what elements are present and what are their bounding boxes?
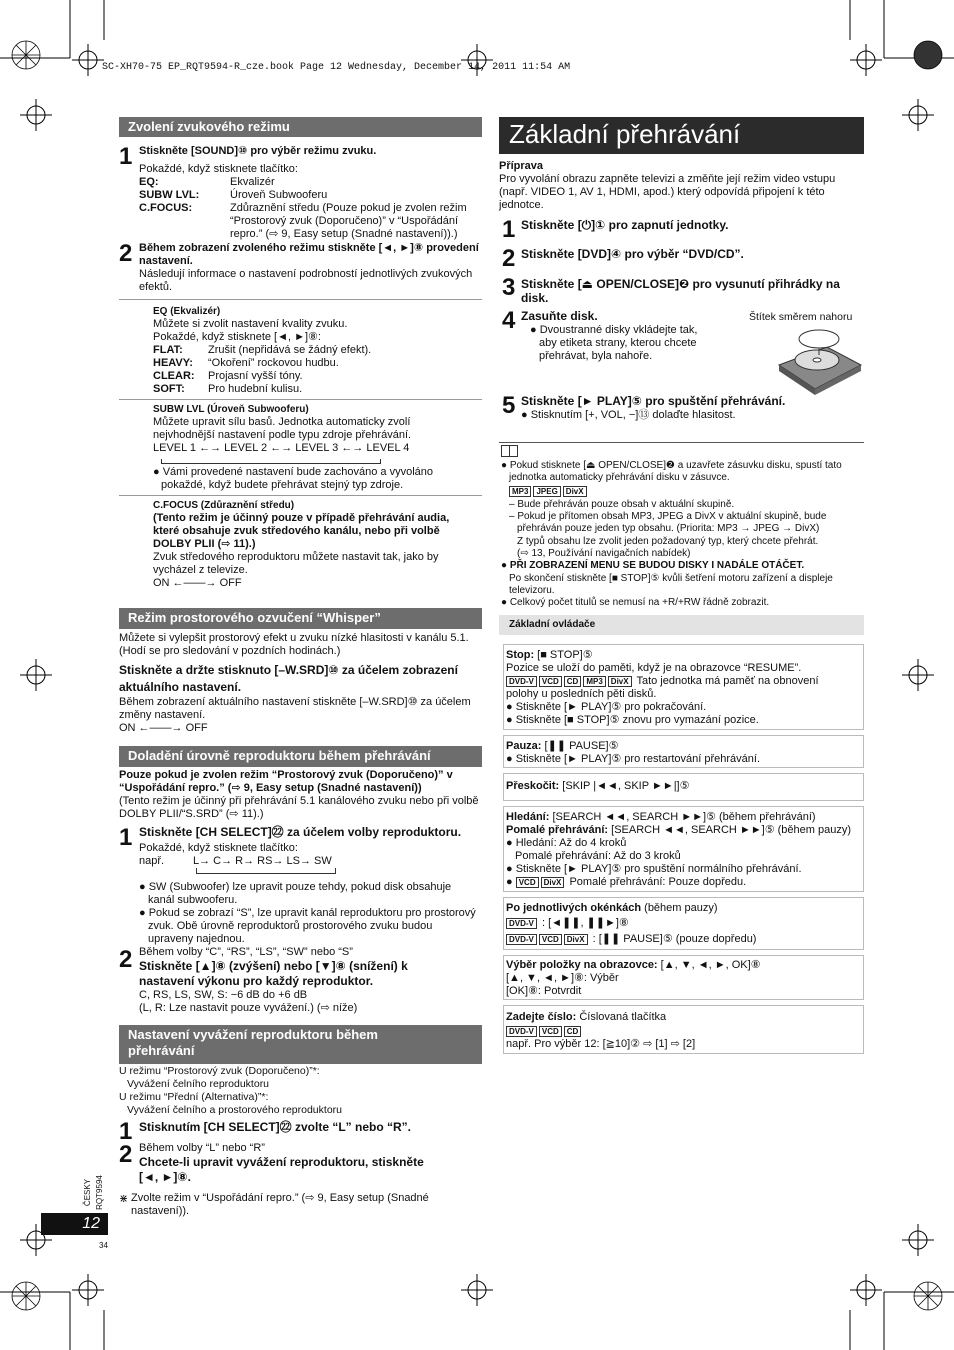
note-line: televizoru. [509,584,555,596]
cfocus-note: (Tento režim je účinný pouze v případě přehrávání audia, [153,512,450,524]
cfocus-onoff: ON ←——→ OFF [153,577,242,589]
side-model: RQT9594 [94,1175,104,1210]
note-line: kanál subwooferu. [148,894,238,906]
ch-select-notes [139,881,482,946]
prep-line: jednotce. [499,199,544,211]
step2-text: Stiskněte [▲]⑧ (zvýšení) nebo [▼]⑧ (snížení) k [139,959,408,973]
stop-line: Tato jednotka má paměť na obnovení [636,675,819,687]
stop-key: [■ STOP]⑤ [537,649,593,661]
step-number: 3 [502,274,516,301]
pause-line: ● Stiskněte [► PLAY]⑤ pro restartování přehrávání. [506,753,761,765]
page-number: 12 [41,1213,108,1235]
whisper-line: Můžete si vylepšit prostorový efekt u zvuku nízké hlasitosti v kanálu 5.1. [119,632,469,644]
divider [119,495,482,496]
search-line: Pomalé přehrávání: Až do 3 kroků [515,850,681,862]
eq-title: EQ (Ekvalizér) [153,306,221,317]
sequence-loop-arrow [196,868,336,874]
play-step3: Stiskněte [⏏ OPEN/CLOSE]❷ pro vysunutí přihrádky na [521,277,840,291]
range-line: C, RS, LS, SW, S: −6 dB do +6 dB [139,989,308,1001]
prep-title: Příprava [499,160,544,172]
subw-line: Můžete upravit sílu basů. Jednotka automaticky zvolí [153,416,411,428]
search-title: Hledání: [506,811,550,823]
balance-line: U režimu “Prostorový zvuk (Doporučeno)”*: [119,1065,320,1077]
subw-note: ● Vámi provedené nastavení bude zachováno a vyvoláno [153,466,433,478]
step-number: 1 [502,216,516,243]
play-step3: disk. [521,291,549,305]
balance-step2: Chcete-li upravit vyvážení reproduktoru, stiskněte [139,1155,424,1169]
whisper-block [119,632,482,735]
step2-pre: Během volby “C”, “RS”, “LS”, “SW” nebo “S” [139,946,353,958]
select-line: [OK]⑧: Potvrdit [506,985,582,997]
search-line: Pomalé přehrávání: Pouze dopředu. [569,876,747,888]
note-book-icon [501,445,518,457]
badge-vcd: VCD [539,676,562,687]
section-speaker-level-title: Doladění úrovně reproduktoru během přehrávání [119,746,482,767]
intro-line: (Tento režim je účinný při přehrávání 5.1 kanálového zvuku nebo při volbě [119,795,479,807]
play-step1: Stiskněte [⏻]① pro zapnutí jednotky. [521,218,729,232]
stop-line: Pozice se uloží do paměti, když je na obrazovce “RESUME”. [506,662,802,674]
note-line: Z typů obsahu lze zvolit jeden požadovaný typ, který chcete přehrát. [517,535,819,547]
cfocus-title: C.FOCUS (Zdůraznění středu) [153,500,295,511]
speaker-level-intro [119,769,482,821]
badge-mp3: MP3 [509,486,531,497]
speaker-sequence: L→ C→ R→ RS→ LS→ SW [193,855,332,867]
whisper-line: Během zobrazení aktuálního nastavení stiskněte [–W.SRD]⑩ za účelem [119,696,471,708]
step-number: 4 [502,307,516,334]
whisper-line: změny nastavení. [119,709,206,721]
slow-key: [SEARCH ◄◄, SEARCH ►►]⑤ (během pauzy) [611,824,852,836]
eq-row: FLAT: Zrušit (nepřidává se žádný efekt). [153,344,372,356]
intro-line: DOLBY PLII/“S.SRD” (⇨ 11).) [119,808,264,820]
section-balance-title [119,1025,482,1064]
prep-line: Pro vyvolání obrazu zapněte televizi a změňte její režim video vstupu [499,173,836,185]
frame-line: : [❚❚ PAUSE]⑤ (pouze dopředu) [592,933,757,945]
badge-cd: CD [564,1026,582,1037]
eq-line: Můžete si zvolit nastavení kvality zvuku. [153,318,348,330]
balance-line: Vyvážení čelního a prostorového reproduktoru [127,1104,342,1116]
stop-line: ● Stiskněte [■ STOP]⑤ znovu pro vymazání pozice. [506,714,759,726]
step4-notes [530,324,697,363]
footnote-line: nastavení)). [131,1205,190,1217]
play-step2: Stiskněte [DVD]④ pro výběr “DVD/CD”. [521,247,744,261]
badge-divx: DivX [563,486,587,497]
note-line: upraveny najednou. [148,933,245,945]
frame-line: : [◄❚❚, ❚❚►]⑧ [541,917,629,929]
note-line: jednotka automaticky přehrávání disku v zásuvce. [509,472,730,484]
balance-step2-pre: Během volby “L” nebo “R” [139,1142,265,1154]
whisper-bold: Stiskněte a držte stisknuto [–W.SRD]⑩ za účelem zobrazení [119,663,458,677]
frame-content [506,902,861,946]
balance-line: U režimu “Přední (Alternativa)”*: [119,1091,269,1103]
step1-sub: Pokaždé, když stisknete tlačítko: [139,163,298,175]
step-number: 5 [502,392,516,419]
skip-content [506,780,689,793]
eq-line: Pokaždé, když stisknete [◄, ►]⑧: [153,331,321,343]
badge-vcd: VCD [539,934,562,945]
side-labels [83,1170,106,1210]
pause-title: Pauza: [506,740,542,752]
pause-content [506,740,861,766]
badge-vcd: VCD [539,1026,562,1037]
badge-dvd-v: DVD-V [506,676,537,687]
balance-step2: [◄, ►]⑧. [139,1170,191,1184]
sound-modes-list [139,176,474,241]
step2-text: Během zobrazení zvoleného režimu stiskněte [◄, ►]⑧ provedení nastavení. [139,242,479,267]
play-step4: Zasuňte disk. [521,309,598,323]
play-step5: Stiskněte [► PLAY]⑤ pro spuštění přehrávání. [521,394,786,408]
number-content [506,1011,861,1051]
slow-title: Pomalé přehrávání: [506,824,609,836]
intro-bold: Pouze pokud je zvolen režim “Prostorový zvuk (Doporučeno)” v [119,769,453,781]
step4-note: přehrávat, byla nahoře. [539,350,653,362]
whisper-onoff: ON ←——→ OFF [119,722,208,734]
cfocus-line: Zvuk středového reproduktoru můžete nastavit tak, jako by [153,551,439,563]
stop-badges-line [506,675,861,688]
mode-row: C.FOCUS: Zdůraznění středu (Pouze pokud je zvolen režim “Prostorový zvuk (Doporučeno)” v “Uspořádání repro.” (⇨ 9, Easy setup (Snadné nastavení)).) [139,202,467,240]
eq-block [153,305,473,396]
note-line: ● Pokud se zobrazí “S”, lze upravit kanál reproduktoru pro prostorový [139,907,476,919]
select-key: [▲, ▼, ◄, ►, OK]⑧ [660,959,761,971]
notes-block [501,460,864,610]
note-line: zvuk. Obě úrovně reproduktorů prostorového zvuku budou [148,920,433,932]
note-line: ● Celkový počet titulů se nemusí na +R/+RW řádně zobrazit. [501,597,770,609]
seq-label: např. [139,855,165,867]
stop-title: Stop: [506,649,535,661]
frame-note: (během pauzy) [644,902,718,914]
step-number: 2 [119,240,133,267]
eq-row: HEAVY: “Okoření” rockovou hudbu. [153,357,339,369]
mode-row: EQ: Ekvalizér [139,176,275,188]
note-line: ● PŘI ZOBRAZENÍ MENU SE BUDOU DISKY I NADÁLE OTÁČET. [501,560,805,572]
note-line: ● Pokud stisknete [⏏ OPEN/CLOSE]❷ a uzavřete zásuvku disku, spustí tato [501,460,842,471]
cfocus-line: vycházel z televize. [153,564,248,576]
page-title: Základní přehrávání [499,117,864,154]
balance-modes [119,1065,482,1117]
cfocus-note: které obsahuje zvuk středového kanálu, nebo při volbě [153,525,440,537]
cfocus-note: DOLBY PLII (⇨ 11).) [153,538,256,550]
range-line: (L, R: Lze nastavit pouze vyvážení.) (⇨ níže) [139,1002,358,1014]
select-content [506,959,861,998]
note-line: ● SW (Subwoofer) lze upravit pouze tehdy, pokud disk obsahuje [139,881,452,893]
play-step5-sub: ● Stisknutím [+, VOL, −]⑬ dolaďte hlasitost. [521,409,736,421]
badge-jpeg: JPEG [533,486,560,497]
note-line: – Bude přehráván pouze obsah v aktuální skupině. [509,498,735,510]
stop-line: ● Stiskněte [► PLAY]⑤ pro pokračování. [506,701,707,713]
divider [119,399,482,400]
sheet-number: 34 [99,1241,108,1250]
subw-note: pokaždé, když budete přehrávat stejný typ zdroje. [161,479,404,491]
asterisk-icon: ⋇ [119,1193,129,1205]
label-up-caption: Štítek směrem nahoru [749,311,853,323]
number-title: Zadejte číslo: [506,1011,577,1023]
step-number: 2 [119,946,133,973]
step1-text: Stiskněte [SOUND]⑩ pro výběr režimu zvuku. [139,145,377,157]
whisper-bold: aktuálního nastavení. [119,680,242,694]
search-line: ● Stiskněte [► PLAY]⑤ pro spuštění normálního přehrávání. [506,863,802,875]
step-number: 1 [119,143,133,170]
ch-select-step1: Stiskněte [CH SELECT]㉒ za účelem volby reproduktoru. [139,825,462,839]
section-sound-mode-title: Zvolení zvukového režimu [119,117,482,137]
ops-title: Základní ovládače [499,615,864,635]
cfocus-block [153,499,478,590]
prep-line: (např. VIDEO 1, AV 1, HDMI, apod.) který odpovídá připojení k této [499,186,825,198]
step-number: 1 [119,1118,133,1145]
badge-dvd-v: DVD-V [506,934,537,945]
badge-divx: DivX [564,934,588,945]
divider [499,442,864,443]
search-line: ● Hledání: Až do 4 kroků [506,837,627,849]
badge-dvd-v: DVD-V [506,1026,537,1037]
subw-title: SUBW LVL (Úroveň Subwooferu) [153,404,309,415]
select-line: [▲, ▼, ◄, ►]⑧: Výběr [506,972,619,984]
skip-title: Přeskočit: [506,780,560,792]
step4-note: ● Dvoustranné disky vkládejte tak, [530,324,698,336]
mode-row: SUBW LVL: Úroveň Subwooferu [139,189,328,201]
levels-loop-arrow [153,455,473,466]
eq-row: SOFT: Pro hudební kulisu. [153,383,303,395]
number-key: Číslovaná tlačítka [579,1011,667,1023]
select-title: Výběr položky na obrazovce: [506,959,658,971]
divider [119,299,482,300]
badge-divx: DivX [608,676,632,687]
balance-line: Vyvážení čelního reproduktoru [127,1078,270,1090]
subw-line: nejvhodnější nastavení podle typu zdroje přehrávání. [153,429,412,441]
step-number: 1 [119,824,133,851]
badge-divx: DivX [541,877,565,888]
pause-key: [❚❚ PAUSE]⑤ [544,740,619,752]
format-badges [501,486,864,498]
subw-levels: LEVEL 1 ←→ LEVEL 2 ←→ LEVEL 3 ←→ LEVEL 4 [153,442,410,454]
badge-vcd: VCD [516,877,539,888]
number-line: např. Pro výběr 12: [≧10]② ⇨ [1] ⇨ [2] [506,1038,696,1050]
step-number: 2 [502,245,516,272]
section-whisper-title: Režim prostorového ozvučení “Whisper” [119,608,482,629]
badge-cd: CD [564,676,582,687]
side-language: ČESKY [83,1178,93,1207]
footnote-line: Zvolte režim v “Uspořádání repro.” (⇨ 9, Easy setup (Snadné [131,1192,429,1204]
note-line: (⇨ 13, Používání navigačních nabídek) [517,548,691,560]
frame-title: Po jednotlivých okénkách [506,902,642,914]
note-line: Po skončení stiskněte [■ STOP]⑤ kvůli šetření motoru zařízení a displeje [509,572,833,584]
search-key: [SEARCH ◄◄, SEARCH ►►]⑤ (během přehrávání) [552,811,816,823]
eq-row: CLEAR: Projasní vyšší tóny. [153,370,303,382]
step2-text: nastavení výkonu pro každý reproduktor. [139,974,374,988]
balance-step1: Stisknutím [CH SELECT]㉒ zvolte “L” nebo “R”. [139,1120,412,1134]
step2-sub: Následují informace o nastavení podrobností jednotlivých zvukových efektů. [139,268,473,293]
badge-dvd-v: DVD-V [506,918,537,929]
ch-select-sub: Pokaždé, když stisknete tlačítko: [139,842,298,854]
print-header: SC-XH70-75 EP_RQT9594-R_cze.book Page 12 Wednesday, December 14, 2011 11:54 AM [102,62,571,73]
balance-title-line: Nastavení vyvážení reproduktoru během [128,1027,378,1042]
note-line: – Pokud je přítomen obsah MP3, JPEG a DivX v aktuální skupině, bude [509,511,827,523]
intro-bold: “Uspořádání repro.” (⇨ 9, Easy setup (Snadné nastavení)) [119,782,422,794]
step-number: 2 [119,1141,133,1168]
stop-line: polohy u posledních pěti disků. [506,688,657,700]
badge-mp3: MP3 [583,676,605,687]
whisper-line: (Hodí se pro sledování v pozdních hodinách.) [119,645,341,657]
balance-title-line: přehrávání [128,1043,195,1058]
disc-tray-illustration [775,325,865,395]
step4-note: aby etiketa strany, kterou chcete [539,337,697,349]
note-line: přehráván pouze jeden typ obsahu. (Priorita: MP3 → JPEG → DivX) [517,523,820,535]
prep-text [499,173,864,212]
stop-content [506,649,861,727]
search-content: Hledání: [SEARCH ◄◄, SEARCH ►►]⑤ (během přehrávání) Pomalé přehrávání: [SEARCH ◄◄, SEARCH ►►]⑤ (během pauzy) ● Hledání: Až do 4 kroků Pomalé přehrávání: Až do 3 kroků ● Stiskněte [► PLAY]⑤ pro spuštění normálního přehrávání. ● VCD DivX Pomalé přehrávání: Pouze dopředu. [506,811,861,889]
skip-key: [SKIP |◄◄, SKIP ►►|]⑤ [562,780,690,792]
subw-block [153,403,473,492]
